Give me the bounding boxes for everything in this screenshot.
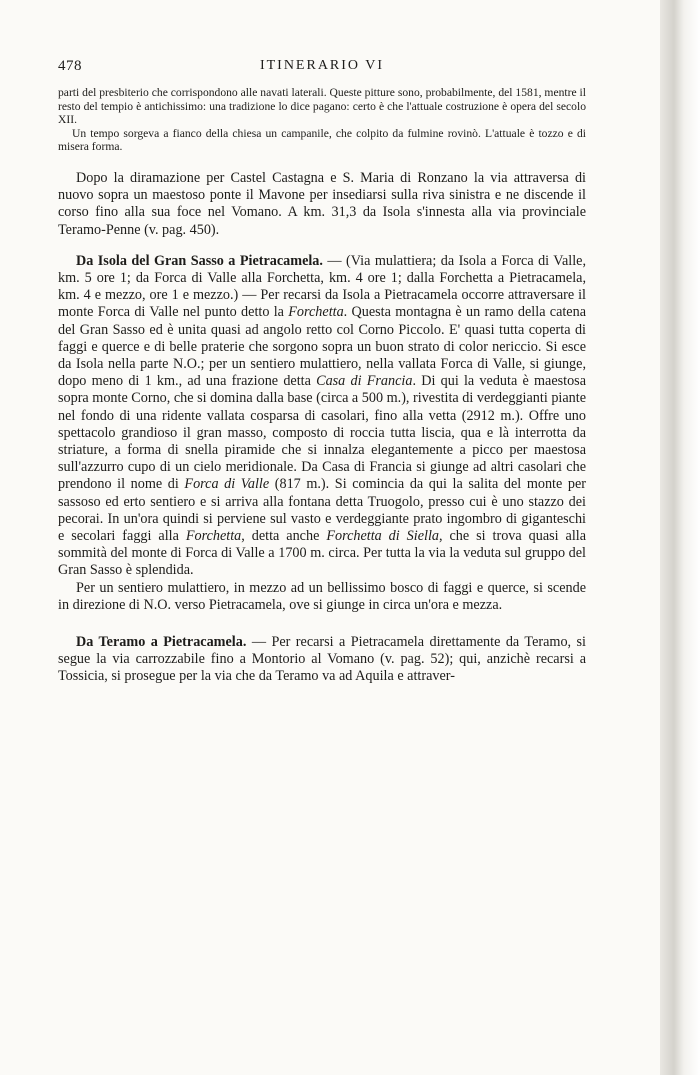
page-number: 478 <box>58 58 82 74</box>
body-paragraph: Per un sentiero mulattiero, in mezzo ad un bellissimo bosco di faggi e querce, si scende in direzione di N.O. verso Pietracamela, ove si giunge in circa un'ora e mezza. <box>58 579 586 613</box>
place-name: Casa di Francia <box>316 373 413 390</box>
place-name: Forchetta <box>288 304 344 321</box>
note-paragraph: parti del presbiterio che corrispondono alle navati laterali. Queste pitture sono, probabilmente, del 1581, mentre il resto del tempio è antichissimo: una tradizione lo dice pagano: certo è che l'attuale costruzione è opera del secolo XII. <box>58 86 586 127</box>
section-title: Da Isola del Gran Sasso a Pietracamela. <box>76 252 323 269</box>
place-name: Forca di Valle <box>184 476 270 493</box>
page-header <box>58 58 586 82</box>
body-paragraph: Dopo la diramazione per Castel Castagna e S. Maria di Ronzano la via attraversa di nuovo sopra un maestoso ponte il Mavone per insediarsi sulla riva sinistra e ne discende il corso fino alla sua foce nel Vomano. A km. 31,3 da Isola s'innesta alla via provinciale Teramo-Penne (v. pag. 450). <box>58 169 586 238</box>
running-title: ITINERARIO VI <box>259 58 385 73</box>
page-gutter <box>660 0 700 1075</box>
place-name: Forchetta <box>185 528 242 545</box>
place-name: Forchetta di Siella <box>326 528 439 545</box>
section-isola-pietracamela: Da Isola del Gran Sasso a Pietracamela. — (Via mulattiera; da Isola a Forca di Valle, km. 5 ore 1; da Forca di Valle alla Forchetta, km. 4 ore 1; dalla Forchetta a Pietracamela, km. 4 e mezzo, ore 1 e mezzo.) — Per recarsi da Isola a Pietracamela occorre attraversare il monte Forca di Valle nel punto detto la Forchetta. Questa montagna è un ramo della catena del Gran Sasso ed è unita quasi ad angolo retto col Corno Piccolo. E' quasi tutta coperta di faggi e querce e di belle praterie che sorgono sopra un buon strato di color nericcio. Si esce da Isola nella parte N.O.; per un sentiero mulattiero, nella vallata Forca di Valle, si giunge, dopo meno di 1 km., ad una frazione detta Casa di Francia. Di qui la veduta è maestosa sopra monte Corno, che si domina dalla base (circa a 500 m.), rivestita di verdeggianti piante nel fondo di una ridente vallata cosparsa di casolari, fino alla vetta (2912 m.). Offre uno spettacolo grandioso il gran masso, composto di roccia tutta liscia, qua e là interrotta da striature, a forma di snella piramide che si innalza elegantemente a picco per maestosa sull'azzurro cupo di un cielo meridionale. Da Casa di Francia si giunge ad altri casolari che prendono il nome di Forca di Valle (817 m.). Si comincia da qui la salita del monte per sassoso ed erto sentiero e si arriva alla fontana detta Truogolo, presso cui è uno stazzo dei pecorai. In un'ora quindi si perviene sul vasto e verdeggiante prato ingombro di giganteschi e secolari faggi alla Forchetta, detta anche Forchetta di Siella, che si trova quasi alla sommità del monte di Forca di Valle a 1700 m. circa. Per tutta la via la veduta sul gruppo del Gran Sasso è splendida. <box>58 252 587 579</box>
book-page <box>58 58 586 1058</box>
section-teramo-pietracamela: Da Teramo a Pietracamela. — Per recarsi a Pietracamela direttamente da Teramo, si segue la via carrozzabile fino a Montorio al Vomano (v. pag. 52); qui, anzichè recarsi a Tossicia, si prosegue per la via che da Teramo va ad Aquila e attraver- <box>58 634 586 685</box>
note-paragraph: Un tempo sorgeva a fianco della chiesa un campanile, che colpito da fulmine rovinò. L'attuale è tozzo e di misera forma. <box>58 126 586 154</box>
section-title: Da Teramo a Pietracamela. <box>76 634 247 651</box>
